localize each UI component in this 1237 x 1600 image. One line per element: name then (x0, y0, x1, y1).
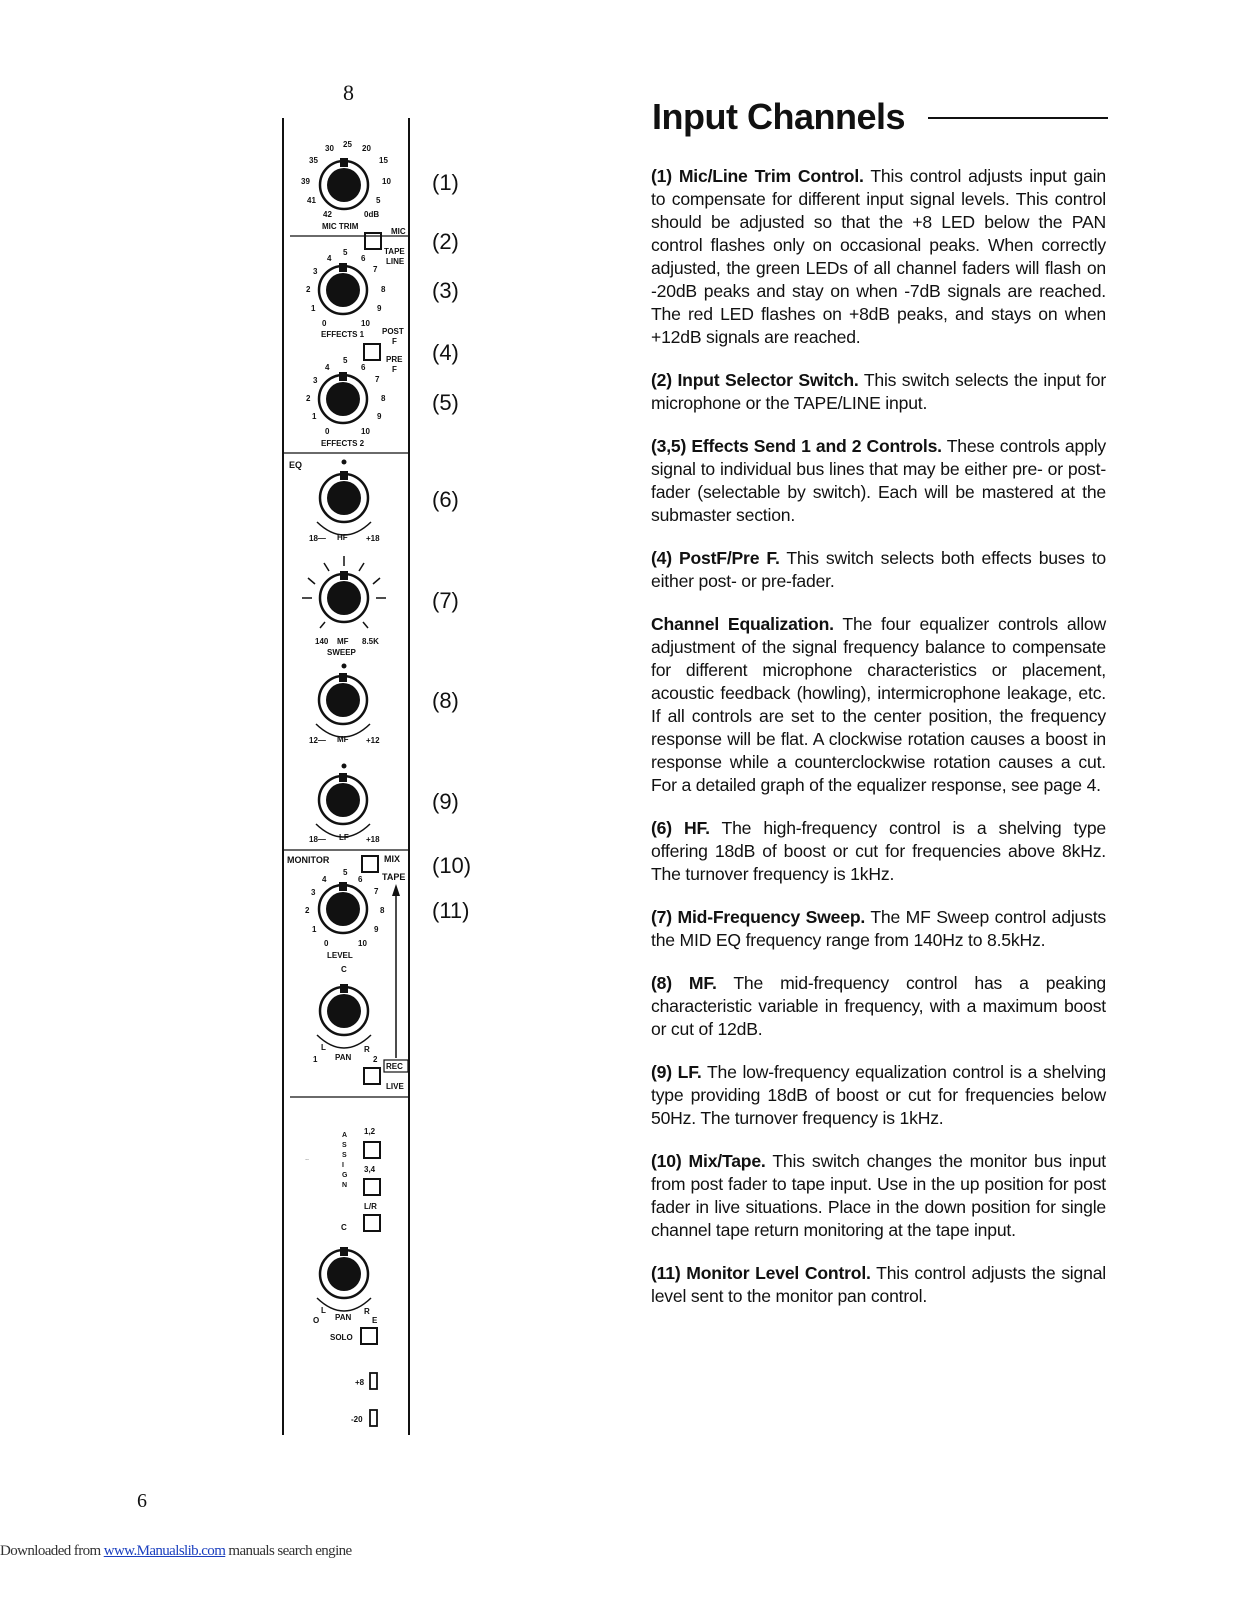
svg-text:L/R: L/R (364, 1202, 377, 1211)
mic-trim-label: MIC TRIM (322, 222, 359, 231)
svg-text:3: 3 (311, 888, 316, 897)
line-label: LINE (386, 257, 405, 266)
svg-text:6: 6 (361, 363, 366, 372)
svg-text:10: 10 (358, 939, 367, 948)
pan1-knob (320, 984, 368, 1035)
trim-scale-30: 30 (325, 144, 334, 153)
svg-text:10: 10 (361, 319, 370, 328)
callout-8: (8) (432, 688, 459, 713)
trim-scale-5: 5 (376, 196, 381, 205)
trim-scale-35: 35 (309, 156, 318, 165)
svg-text:C: C (341, 965, 347, 974)
pan2-knob (320, 1247, 368, 1298)
trim-scale-41: 41 (307, 196, 316, 205)
svg-text:8: 8 (381, 394, 386, 403)
assign-lr-button[interactable] (364, 1215, 380, 1231)
svg-text:MF: MF (337, 637, 349, 646)
sweep-label: SWEEP (327, 648, 356, 657)
tape-label: TAPE (384, 247, 405, 256)
callout-7: (7) (432, 588, 459, 613)
callout-2: (2) (432, 229, 459, 254)
svg-text:I: I (342, 1162, 344, 1169)
callout-10: (10) (432, 853, 472, 878)
svg-text:4: 4 (325, 363, 330, 372)
callout-3: (3) (432, 278, 459, 303)
assign-1-2-button[interactable] (364, 1142, 380, 1158)
svg-text:8: 8 (380, 906, 385, 915)
mic-label: MIC (391, 227, 406, 236)
eq-label: EQ (289, 460, 303, 470)
page-heading: Input Channels (652, 96, 905, 137)
effects2-knob (319, 372, 367, 423)
svg-text:3,4: 3,4 (364, 1165, 376, 1174)
trim-scale-25: 25 (343, 140, 352, 149)
svg-text:6: 6 (361, 254, 366, 263)
callout-5: (5) (432, 390, 459, 415)
svg-text:9: 9 (377, 304, 382, 313)
svg-text:7: 7 (373, 265, 378, 274)
trim-scale-10: 10 (382, 177, 391, 186)
tape2-label: TAPE (382, 872, 406, 882)
svg-text:O: O (313, 1316, 320, 1325)
paragraph-lf: (9) LF. The low-frequency equalization control is a shelving type providing 18dB of boost or cut for frequencies below 50Hz. The turnover frequency is 1kHz. (651, 1062, 1106, 1128)
svg-text:140: 140 (315, 637, 329, 646)
svg-text:1: 1 (312, 412, 317, 421)
svg-text:L: L (321, 1306, 326, 1315)
effects1-label: EFFECTS 1 (321, 330, 365, 339)
svg-text:9: 9 (377, 412, 382, 421)
paragraph-mix-tape: (10) Mix/Tape. This switch changes the monitor bus input from post fader to tape input. Use in the up position for post fader in live situations. Place in the down position for single channel tape return monitoring at the tape input. (651, 1151, 1106, 1240)
svg-text:12—: 12— (309, 736, 326, 745)
solo-button[interactable] (361, 1328, 377, 1344)
svg-text:5: 5 (343, 248, 348, 257)
manualslib-link[interactable]: www.Manualslib.com (103, 1543, 226, 1559)
post-label: POST (382, 327, 404, 336)
paragraph-monitor-level: (11) Monitor Level Control. This control adjusts the signal level sent to the monitor pan control. (651, 1263, 1106, 1306)
paragraph-effects: (3,5) Effects Send 1 and 2 Controls. These controls apply signal to individual bus lines that may be either pre- or post-fader (selectable by switch). Each will be mastered at the submaster section. (651, 436, 1106, 525)
svg-text:1: 1 (313, 1055, 318, 1064)
trim-scale-0db: 0dB (364, 210, 380, 219)
minus20-label: -20 (351, 1415, 363, 1424)
callout-1: (1) (432, 170, 459, 195)
svg-text:4: 4 (327, 254, 332, 263)
heading-rule (928, 117, 1108, 119)
svg-text:2: 2 (306, 394, 311, 403)
svg-text:5: 5 (343, 356, 348, 365)
assign-3-4-button[interactable] (364, 1179, 380, 1195)
svg-text:1: 1 (312, 925, 317, 934)
paragraph-postf-pref: (4) PostF/Pre F. This switch selects both effects buses to either post- or pre-fader. (651, 548, 1107, 591)
paragraph-hf: (6) HF. The high-frequency control is a shelving type offering 18dB of boost or cut for frequencies above 8kHz. The turnover frequency is 1kHz. (651, 818, 1106, 884)
monitor-level-knob (319, 882, 367, 933)
svg-text:1: 1 (311, 304, 316, 313)
callout-4: (4) (432, 340, 459, 365)
svg-text:A: A (342, 1132, 348, 1139)
rec-label: REC (386, 1062, 403, 1071)
svg-text:F: F (392, 365, 397, 374)
svg-text:MF: MF (337, 735, 349, 744)
paragraph-mf-sweep: (7) Mid-Frequency Sweep. The MF Sweep control adjusts the MID EQ frequency range from 140Hz to 8.5kHz. (651, 907, 1107, 950)
svg-text:E: E (372, 1316, 378, 1325)
svg-text:0: 0 (322, 319, 327, 328)
svg-text:8: 8 (381, 285, 386, 294)
channel-strip-diagram (0, 0, 470, 1450)
svg-text:R: R (364, 1045, 370, 1054)
paragraph-input-selector: (2) Input Selector Switch. This switch selects the input for microphone or the TAPE/LINE input. (651, 370, 1106, 413)
svg-text:N: N (342, 1182, 348, 1189)
callout-9: (9) (432, 789, 459, 814)
pre-label: PRE (386, 355, 403, 364)
minus20-led (370, 1410, 377, 1426)
post-pre-switch[interactable] (364, 344, 380, 360)
mix-label: MIX (384, 854, 401, 864)
monitor-label: MONITOR (287, 855, 330, 865)
svg-text:PAN: PAN (335, 1313, 352, 1322)
lf-knob (319, 773, 367, 824)
trim-scale-39: 39 (301, 177, 310, 186)
rec-live-switch[interactable] (364, 1068, 380, 1084)
svg-text:F: F (392, 337, 397, 346)
hf-knob (320, 471, 368, 522)
svg-text:7: 7 (375, 375, 380, 384)
svg-text:PAN: PAN (335, 1053, 352, 1062)
level-label: LEVEL (327, 951, 353, 960)
svg-text:0: 0 (325, 427, 330, 436)
svg-text:6: 6 (358, 875, 363, 884)
plus8-label: +8 (355, 1378, 365, 1387)
svg-text:9: 9 (374, 925, 379, 934)
footer-prefix: Downloaded from (0, 1543, 104, 1559)
mic-trim-knob (320, 158, 368, 209)
svg-text:+12: +12 (366, 736, 380, 745)
solo-label: SOLO (330, 1333, 353, 1342)
svg-text:+18: +18 (366, 835, 380, 844)
paragraph-mf: (8) MF. The mid-frequency control has a peaking characteristic variable in frequency, with a maximum boost or cut of 12dB. (651, 973, 1106, 1039)
callout-11: (11) (432, 898, 470, 923)
svg-text:18—: 18— (309, 534, 326, 543)
trim-scale-20: 20 (362, 144, 371, 153)
plus8-led (370, 1373, 377, 1389)
svg-text:+18: +18 (366, 534, 380, 543)
description-column (651, 165, 1106, 1328)
svg-text:2: 2 (373, 1055, 378, 1064)
svg-text:8.5K: 8.5K (362, 637, 379, 646)
svg-text:LF: LF (339, 833, 349, 842)
svg-text:C: C (341, 1223, 347, 1232)
paragraph-channel-eq: Channel Equalization. The four equalizer controls allow adjustment of the signal frequency balance to compensate for different microphone characteristics or placement, acoustic feedback (howling), intermicrophone leakage, etc. If all controls are set to the center position, the frequency response will be flat. A clockwise rotation causes a boost in response while a counterclockwise rotation causes a cut. For a detailed graph of the equalizer response, see page 4. (651, 614, 1106, 795)
trim-scale-15: 15 (379, 156, 388, 165)
svg-text:2: 2 (306, 285, 311, 294)
svg-text:HF: HF (337, 533, 348, 542)
svg-text:3: 3 (313, 376, 318, 385)
download-footer (0, 1543, 352, 1560)
live-label: LIVE (386, 1082, 404, 1091)
paragraph-trim: (1) Mic/Line Trim Control. This control adjusts input gain to compensate for different input signal levels. This control should be adjusted so that the +8 LED below the PAN control flashes only on occasional peaks. When correctly adjusted, the green LEDs of all channel faders will flash on -20dB peaks and stay on when -7dB signals are reached. The red LED flashes on +8dB peaks, and stays on when +12dB signals are reached. (651, 166, 1106, 347)
mf-knob (319, 673, 367, 724)
svg-text:7: 7 (374, 887, 379, 896)
assign-label: ASSIGN (305, 1160, 309, 1161)
svg-text:R: R (364, 1307, 370, 1316)
svg-text:10: 10 (361, 427, 370, 436)
svg-text:3: 3 (313, 267, 318, 276)
mf-sweep-knob (320, 571, 368, 622)
footer-suffix: manuals search engine (225, 1543, 352, 1559)
svg-text:G: G (342, 1172, 348, 1179)
svg-text:1,2: 1,2 (364, 1127, 376, 1136)
svg-text:18—: 18— (309, 835, 326, 844)
svg-text:S: S (342, 1142, 347, 1149)
effects2-label: EFFECTS 2 (321, 439, 365, 448)
svg-text:S: S (342, 1152, 347, 1159)
callout-6: (6) (432, 487, 459, 512)
effects1-knob (319, 263, 367, 314)
svg-text:2: 2 (305, 906, 310, 915)
trim-scale-42: 42 (323, 210, 332, 219)
page-number-bottom: 6 (137, 1490, 147, 1512)
svg-text:5: 5 (343, 868, 348, 877)
svg-text:0: 0 (324, 939, 329, 948)
page-number-top: 8 (343, 80, 354, 105)
svg-text:L: L (321, 1043, 326, 1052)
mix-tape-switch[interactable] (362, 856, 378, 872)
svg-text:4: 4 (322, 875, 327, 884)
